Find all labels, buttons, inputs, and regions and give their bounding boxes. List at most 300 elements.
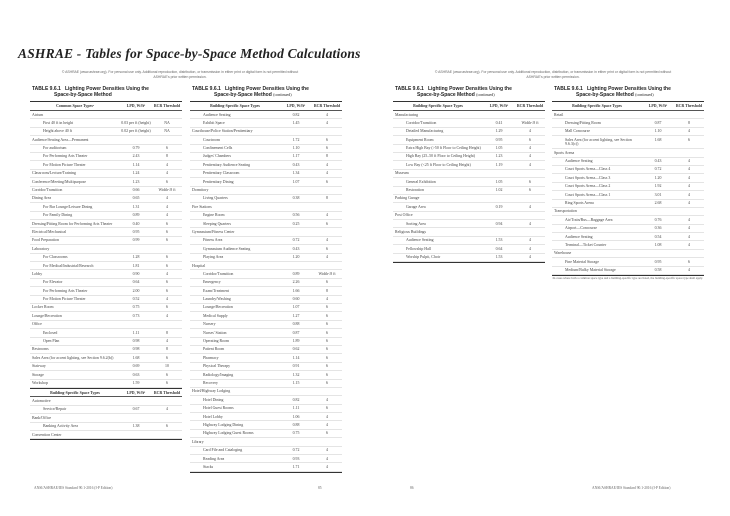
table-group-row [30,414,182,422]
rcr-cell: 6 [166,355,168,360]
rcr-cell: 4 [166,204,168,209]
table-header [190,102,342,110]
table-group-row [190,187,342,195]
space-type-cell: Engine Room [203,213,225,218]
rcr-cell: 6 [326,322,328,327]
table-row [30,212,182,220]
rcr-cell: 10 [165,364,169,369]
lpd-cell [280,264,312,269]
lpd-cell: 2.00 [132,288,140,293]
lpd-cell: 0.02 per ft (height) [121,129,151,134]
space-type-cell: Ring Sports Arena [565,201,594,205]
table-row [552,128,704,136]
rcr-cell [152,247,182,252]
lpd-cell [120,113,152,118]
space-type-cell: Sales Area (for accent lighting, see Section 9.6.2(b)) [32,355,114,360]
space-type-cell: Museum [395,171,409,176]
rcr-cell: 6 [326,339,328,344]
rcr-cell [515,196,545,201]
rcr-cell: 4 [326,171,328,176]
table-row [393,128,545,136]
lpd-cell: 0.91 [292,364,300,369]
rcr-cell: 6 [166,381,168,385]
table-row [30,371,182,379]
space-type-cell: Court Sports Arena—Class 1 [565,192,611,197]
rcr-cell: 4 [326,448,328,453]
lpd-cell: 0.41 [495,120,503,125]
rcr-cell: 6 [326,280,328,285]
space-type-cell: Detailed Manufacturing [406,129,444,134]
space-type-cell: Fitness Area [203,238,223,243]
rcr-cell [152,322,182,327]
table-row [393,136,545,144]
table-row [30,304,182,312]
table-row [190,338,342,346]
rcr-cell: 4 [326,456,328,461]
space-type-cell: Confinement Cells [203,146,233,151]
rcr-cell [152,399,182,404]
table-row [552,183,704,191]
table-building-specific-continued-2 [393,86,545,263]
space-type-cell: Radiology/Imaging [203,372,234,377]
rcr-cell: 4 [326,162,328,167]
header-rcr: RCR Threshold [516,104,544,109]
space-type-cell: Locker Room [32,305,54,310]
rcr-cell: 4 [529,238,531,243]
rcr-cell: 4 [529,246,531,251]
lpd-cell: 1.53 [495,255,503,260]
table-row [30,406,182,414]
table-group-row [393,195,545,203]
rcr-cell: 6 [166,280,168,285]
space-type-cell: Height above 40 ft [43,129,73,134]
rcr-cell: 6 [166,179,168,184]
space-type-cell: Court Sports Arena—Class 4 [565,167,611,172]
space-type-cell: Restrooms [32,347,49,352]
lpd-cell: 0.65 [132,196,140,201]
lpd-cell: 1.23 [132,179,140,184]
copyright-notice-left: © ASHRAE (www.ashrae.org). For personal use only. Additional reproduction, distribution, or transmission in either print or digital form is not permitted without ASHRAE's prior written permission. [61,70,299,79]
lpd-cell: 0.36 [654,226,662,231]
rcr-cell: 4 [166,171,168,176]
space-type-cell: Airport—Concourse [565,226,597,231]
space-type-cell: Court Sports Arena—Class 2 [565,184,611,189]
table-row [30,279,182,287]
space-type-cell: Reading Area [203,456,225,461]
table-group-row [190,438,342,446]
lpd-cell: 1.14 [292,355,300,360]
space-type-cell: Stairway [32,364,46,369]
space-type-cell: Playing Area [203,255,224,260]
header-space-type: Building-Specific Space Types [413,104,463,109]
table-header [30,102,182,110]
lpd-cell: 1.68 [132,355,140,360]
lpd-cell [120,416,152,421]
space-type-cell: Parking Garage [395,196,420,201]
lpd-cell: 1.32 [292,372,300,377]
header-rcr: RCR Threshold [153,390,181,395]
table-group-row [552,208,704,216]
rcr-cell: 6 [688,259,690,264]
rcr-cell: 6 [326,355,328,360]
lpd-cell: 2.43 [132,154,140,159]
table-row [30,195,182,203]
lpd-cell: 1.31 [132,204,140,209]
lpd-cell: 0.87 [654,120,662,125]
space-type-cell: Terminal—Ticket Counter [565,242,607,247]
table-row [30,145,182,153]
table-row [190,111,342,119]
space-type-cell: For Bar Lounge/Leisure Dining [43,204,93,209]
lpd-cell: 0.69 [132,364,140,369]
table-row [30,119,182,127]
rcr-cell: 6 [166,221,168,226]
rcr-cell: 4 [166,162,168,167]
header-rcr: RCR Threshold [153,104,181,109]
space-type-cell: Convention Center [32,432,62,437]
table-row [30,287,182,295]
lpd-cell: 0.63 [132,372,140,377]
lpd-cell: 1.15 [292,381,300,385]
table-row [190,170,342,178]
table-caption: TABLE 9.6.1 Lighting Power Densities Using the Space-by-Space Method [32,86,149,99]
table-row [552,200,704,208]
lpd-cell: 1.59 [132,381,140,385]
rcr-cell: 6 [166,146,168,151]
table-row [30,161,182,169]
table-caption: TABLE 9.6.1 Lighting Power Densities Using the Space-by-Space Method (continued) [192,86,309,99]
table-row [190,195,342,203]
table-row [190,161,342,169]
table-row [552,225,704,233]
table-group-row [393,170,545,178]
table-row [190,321,342,329]
space-type-cell: Service/Repair [43,407,67,412]
space-type-cell: Recovery [203,381,218,385]
rcr-cell: 4 [529,255,531,260]
space-type-cell: Retail [554,112,564,117]
rcr-cell: 4 [529,162,531,167]
rcr-cell: 4 [166,313,168,318]
space-type-cell: Hotel Lobby [203,414,223,419]
table-row [393,178,545,186]
lpd-cell: 1.05 [495,146,503,151]
rcr-cell: 8 [326,154,328,159]
rcr-cell: 8 [166,154,168,159]
table-row [190,329,342,337]
table-row [190,405,342,413]
lpd-cell [280,129,312,134]
table-row [190,447,342,455]
space-type-cell: For Performing Arts Theater [43,288,88,293]
space-type-cell: Patient Room [203,347,225,352]
rcr-cell: 4 [166,213,168,218]
lpd-cell: 1.66 [292,288,300,293]
space-type-cell: Atrium [32,112,44,117]
table-row [552,166,704,174]
lpd-cell: 1.34 [292,171,300,176]
footer-standard-left: ANSI/ASHRAE/IES Standard 90.1-2016 (I-P Edition) [34,486,113,490]
space-type-cell: Audience Seating [406,238,434,243]
table-row [190,363,342,371]
space-type-cell: Medical Supply [203,313,228,318]
rcr-cell: 4 [688,129,690,134]
rcr-cell: 6 [166,263,168,268]
table-row [30,187,182,195]
lpd-cell: 0.95 [654,259,662,264]
rcr-cell: 4 [166,271,168,276]
rcr-cell: 6 [529,137,531,142]
space-type-cell: Manufacturing [395,112,419,117]
table-row [190,119,342,127]
table-building-specific-continued-3 [552,86,704,281]
space-type-cell: Exam/Treatment [203,288,230,293]
lpd-cell [483,113,515,118]
copyright-notice-right: © ASHRAE (www.ashrae.org). For personal use only. Additional reproduction, distribution, or transmission in either print or digital form is not permitted without ASHRAE's prior written permission. [434,70,672,79]
header-lpd: LPD, W/ft² [126,390,146,395]
space-type-cell: Penitentiary Dining [203,179,234,184]
space-type-cell: Card File and Cataloging [203,448,243,453]
lpd-cell: 0.89 [132,213,140,218]
table-group-row [30,136,182,144]
rcr-cell: 8 [166,347,168,352]
table-row [393,245,545,253]
rcr-cell: 4 [326,397,328,402]
rcr-cell [674,151,704,156]
space-type-cell: For Medical/Industrial/Research [43,263,94,268]
table-group-row [190,388,342,396]
lpd-cell: 0.82 [292,397,300,402]
rcr-cell: 4 [529,129,531,134]
table-row [190,220,342,228]
table-row [30,254,182,262]
table-footnote: ᵃIn cases where both a common space type and a building-specific type are listed, the building-specific space type shall apply. [552,276,703,281]
rcr-cell: 6 [166,229,168,234]
rcr-cell: 6 [326,364,328,369]
rcr-cell: 4 [688,226,690,231]
space-type-cell: Hotel Guest Rooms [203,406,234,411]
table-row [190,245,342,253]
rcr-cell [515,230,545,235]
lpd-cell: 0.58 [654,268,662,273]
space-type-cell: For Classrooms [43,255,68,260]
table-row [190,396,342,404]
lpd-cell [120,247,152,252]
rcr-cell [515,171,545,176]
rcr-cell: 4 [688,159,690,164]
space-type-cell: Living Quarters [203,196,228,201]
space-type-cell: Sports Arena [554,150,575,155]
lpd-cell: 0.94 [495,221,503,226]
rcr-cell [312,188,342,193]
lpd-cell: 0.43 [292,246,300,251]
lpd-cell: 0.25 [292,221,300,226]
table-group-row [190,128,342,136]
rcr-cell [312,205,342,210]
space-type-cell: Food Preparation [32,238,59,243]
lpd-cell [280,230,312,235]
rcr-cell: 8 [326,196,328,201]
rcr-cell: 4 [688,242,690,247]
table-row [190,279,342,287]
table-row [30,354,182,362]
lpd-cell: 0.62 [292,347,300,352]
table-row [30,128,182,136]
table-row [552,119,704,127]
lpd-cell: 1.45 [292,120,300,125]
header-lpd: LPD, W/ft² [648,104,668,109]
space-type-cell: Hospital [192,263,206,268]
rcr-cell: 6 [166,372,168,377]
lpd-cell: 0.79 [132,146,140,151]
space-type-cell: Fine Material Storage [565,259,599,264]
lpd-cell: 1.11 [292,406,300,411]
space-type-cell: Extra High Bay (>50 ft Floor to Ceiling Height) [406,146,481,151]
table-row [190,312,342,320]
space-type-cell: Air/Train/Bus—Baggage Area [565,217,613,222]
table-row [552,136,704,149]
rcr-cell: Width<8 ft [521,120,539,125]
rcr-cell: 6 [688,137,690,142]
table-row [190,145,342,153]
space-type-cell: Low Bay (<25 ft Floor to Ceiling Height) [406,162,471,167]
space-type-cell: Storage [32,372,44,377]
table-row [30,346,182,354]
lpd-cell: 1.06 [292,414,300,419]
lpd-cell: 1.92 [654,184,662,189]
table-group-row [30,397,182,405]
rcr-cell: 4 [529,204,531,209]
lpd-cell: 0.38 [292,196,300,201]
header-lpd: LPD, W/ft² [126,104,146,109]
table-row [30,380,182,388]
rcr-cell: 4 [326,213,328,218]
lpd-cell: 0.76 [654,217,662,222]
space-type-cell: Pharmacy [203,355,219,360]
lpd-cell: 0.40 [132,221,140,226]
lpd-cell: 1.08 [654,242,662,247]
rcr-cell: 4 [688,268,690,273]
space-type-cell: Banking Activity Area [43,424,79,429]
rcr-cell: 6 [326,431,328,436]
table-row [190,287,342,295]
lpd-cell [120,399,152,404]
lpd-cell [280,205,312,210]
space-type-cell: General Exhibition [406,179,436,184]
rcr-cell: 4 [688,175,690,180]
rcr-cell: 8 [166,330,168,335]
lpd-cell: 0.03 per ft (height) [121,120,151,125]
space-type-cell: Nurses' Station [203,330,227,335]
table-row [552,158,704,166]
table-row [30,220,182,228]
space-type-cell: Audience/Seating Area—Permanent [32,137,89,142]
table-row [393,220,545,228]
table-row [190,212,342,220]
space-type-cell: Worship Pulpit, Choir [406,255,441,260]
rcr-cell: 4 [166,407,168,412]
space-type-cell: Lobby [32,271,43,276]
table-row [190,254,342,262]
table-group-row [190,228,342,236]
lpd-cell: 0.43 [292,162,300,167]
footer-page-number-right: 86 [410,486,414,490]
header-space-type: Building-Specific Space Types [572,104,622,109]
space-type-cell: Open Plan [43,339,60,344]
table-group-row [30,111,182,119]
space-type-cell: Warehouse [554,251,572,256]
table-header [552,102,704,110]
rcr-cell: 4 [326,464,328,469]
lpd-cell: 2.26 [292,280,300,285]
table-group-row [190,262,342,270]
table-group-row [30,431,182,439]
space-type-cell: Conference/Meeting/Multipurpose [32,179,87,184]
table-header [393,102,545,110]
header-space-type: Building-Specific Space Types [210,104,260,109]
space-type-cell: Penitentiary Classroom [203,171,240,176]
table-row [552,233,704,241]
rcr-cell: 6 [326,137,328,142]
page-title: ASHRAE - Tables for Space-by-Space Method Calculations [18,46,361,61]
lpd-cell: 1.81 [132,263,140,268]
space-type-cell: Fire Stations [192,204,212,209]
lpd-cell [483,230,515,235]
table-row [190,153,342,161]
table-row [190,136,342,144]
rcr-cell: 4 [688,167,690,172]
table-row [393,187,545,195]
lpd-cell: 0.87 [292,330,300,335]
table-row [552,174,704,182]
table-row [190,354,342,362]
space-type-cell: Audience Seating [565,234,593,239]
space-type-cell: Dressing/Fitting Room for Performing Arts Theater [32,221,113,226]
rcr-cell: 6 [326,221,328,226]
rcr-cell: 6 [326,347,328,352]
space-type-cell: Gymnasium Audience Seating [203,246,251,251]
table-row [393,161,545,169]
rcr-cell [674,251,704,256]
space-type-cell: Highway Lodging Guest Rooms [203,431,254,436]
rcr-cell: 6 [166,424,168,429]
space-type-cell: Mall Concourse [565,129,590,134]
space-type-cell: For Performing Arts Theater [43,154,88,159]
lpd-cell: 0.66 [132,188,140,193]
rcr-cell: 6 [326,305,328,310]
table-row [393,203,545,211]
lpd-cell: 0.88 [292,322,300,327]
lpd-cell: 0.19 [495,204,503,209]
rcr-cell: 4 [326,238,328,243]
lpd-cell [642,209,674,214]
space-type-cell: Workshop [32,381,48,385]
lpd-cell [280,389,312,394]
space-type-cell: Corridor/Transition [203,271,234,276]
lpd-cell: 0.43 [654,159,662,164]
table-row [393,237,545,245]
space-type-cell: Garage Area [406,204,426,209]
lpd-cell: 1.89 [292,339,300,344]
rcr-cell: Width<8 ft [158,188,176,193]
table-group-row [393,212,545,220]
table-row [30,312,182,320]
lpd-cell: 1.27 [292,313,300,318]
rcr-cell [674,113,704,118]
rcr-cell: 6 [326,330,328,335]
lpd-cell: 0.98 [132,339,140,344]
rcr-cell: 6 [326,146,328,151]
